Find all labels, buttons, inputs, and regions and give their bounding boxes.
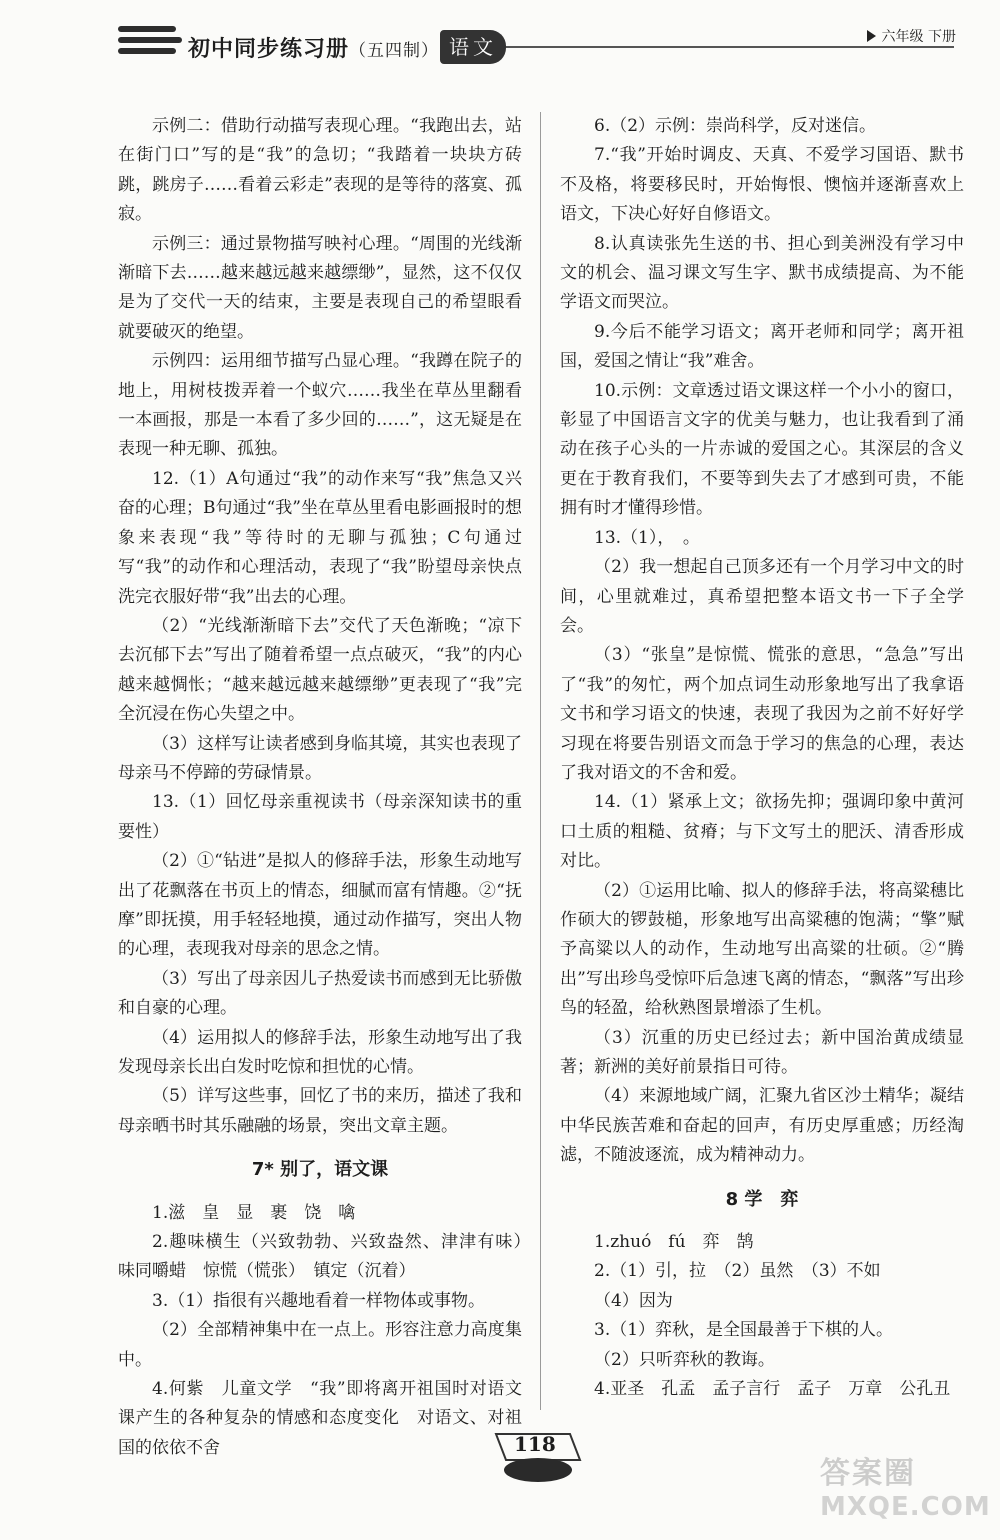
answer-paragraph: 1.滋 皇 显 裹 饶 噙 [152, 1202, 356, 1223]
book-logo-icon [118, 26, 182, 59]
answer-paragraph: 9.今后不能学习语文；离开老师和同学；离开祖国，爱国之情让“我”难舍。 [560, 321, 964, 372]
column-divider [540, 112, 541, 1410]
triangle-icon [867, 30, 876, 42]
watermark-cn: 答案圈 [820, 1456, 916, 1491]
answer-paragraph: （4）来源地域广阔，汇聚九省区沙土精华；凝结中华民族苦难和奋起的回声，有历史厚重感；历经淘滤，不随波逐流，成为精神动力。 [560, 1086, 964, 1166]
section-title-7: 7* 别了，语文课 [251, 1159, 389, 1181]
answer-paragraph: （2）①运用比喻、拟人的修辞手法，将高粱穗比作硕大的锣鼓槌，形象地写出高粱穗的饱满；“擎”赋予高粱以人的动作，生动地写出高粱的壮硕。②“腾出”写出珍鸟受惊吓后急速飞离的情态，“飘落”写出珍鸟的轻盈，给秋熟图景增添了生机。 [560, 880, 964, 1019]
subject-badge: 语文 [440, 30, 506, 64]
answer-paragraph: 13.（1）回忆母亲重视读书（母亲深知读书的重要性） [118, 792, 522, 842]
answer-paragraph: 12.（1）A句通过“我”的动作来写“我”焦急又兴奋的心理；B句通过“我”坐在草丛里看电影画报时的想象来表现“我”等待时的无聊与孤独；C句通过写“我”的动作和心理活动，表现了“我”盼望母亲快点洗完衣服好带“我”出去的心理。 [118, 468, 522, 607]
answer-paragraph: （2）我一想起自己顶多还有一个月学习中文的时间，心里就难过，真希望把整本语文书一下子全学会。 [560, 557, 964, 636]
right-column [560, 112, 964, 1404]
answer-paragraph: 2.趣味横生（兴致勃勃、兴致盎然、津津有味） 味同嚼蜡 惊慌（慌张） 镇定（沉着） [118, 1232, 539, 1282]
answer-paragraph: （2）全部精神集中在一点上。形容注意力高度集中。 [118, 1320, 522, 1370]
answer-paragraph: 3.（1）指很有兴趣地看着一样物体或事物。 [152, 1290, 486, 1311]
watermark [820, 1448, 991, 1528]
book-title: 初中同步练习册（五四制） [188, 37, 440, 62]
answer-paragraph: （2）只听弈秋的教诲。 [594, 1349, 775, 1370]
answer-paragraph: （3）“张皇”是惊慌、慌张的意思，“急急”写出了“我”的匆忙，两个加点词生动形象地写出了我拿语文书和学习语文的快速，表现了我因为之前不好好学习现在将要告别语文而急于学习的焦急的心理，表达了我对语文的不舍和爱。 [560, 645, 964, 783]
answer-paragraph: 4.亚圣 孔孟 孟子言行 孟子 万章 公孔丑 [594, 1379, 951, 1400]
answer-paragraph: 7.“我”开始时调皮、天真、不爱学习国语、默书不及格，将要移民时，开始悔恨、懊恼并逐渐喜欢上语文，下决心好好自修语文。 [560, 145, 964, 225]
page-header [0, 0, 1000, 90]
answer-paragraph: （3）写出了母亲因儿子热爱读书而感到无比骄傲和自豪的心理。 [118, 968, 522, 1019]
answer-paragraph: 2.（1）引，拉 （2）虽然 （3）不如 [594, 1261, 881, 1282]
answer-paragraph: （2）“光线渐渐暗下去”交代了天色渐晚；“凉下去沉郁下去”写出了随着希望一点点破灭，“我”的内心越来越惆怅；“越来越远越来越缥缈”更表现了“我”完全沉浸在伤心失望之中。 [118, 615, 522, 725]
answer-paragraph: （5）详写这些事，回忆了书的来历，描述了我和母亲晒书时其乐融融的场景，突出文章主题。 [118, 1086, 522, 1136]
book-edition: （五四制） [349, 41, 440, 61]
answer-paragraph: （4）因为 [594, 1290, 673, 1311]
header-divider [506, 46, 954, 48]
answer-paragraph: （3）这样写让读者感到身临其境，其实也表现了母亲马不停蹄的劳碌情景。 [118, 733, 522, 783]
answer-paragraph: 14.（1）紧承上文；欲扬先抑；强调印象中黄河口土质的粗糙、贫瘠；与下文写土的肥沃、清香形成对比。 [560, 792, 964, 872]
answer-paragraph: 示例二：借助行动描写表现心理。“我跑出去，站在街门口”写的是“我”的急切；“我踏着一块块方砖跳，跳房子……看着云彩走”表现的是等待的落寞、孤寂。 [118, 116, 522, 225]
answer-paragraph: （2）①“钻进”是拟人的修辞手法，形象生动地写出了花飘落在书页上的情态，细腻而富有情趣。②“抚摩”即抚摸，用手轻轻地摸，通过动作描写，突出人物的心理，表现我对母亲的思念之情。 [118, 851, 522, 960]
section-title-8: 8 学 弈 [725, 1188, 799, 1210]
watermark-en: MXQE.COM [820, 1492, 991, 1522]
page-number: 118 [514, 1432, 556, 1456]
answer-paragraph: 10.示例：文章透过语文课这样一个小小的窗口，彰显了中国语言文字的优美与魅力，也让我看到了涌动在孩子心头的一片赤诚的爱国之心。其深层的含义更在于教育我们，不要等到失去了才感到可贵，不能拥有时才懂得珍惜。 [560, 380, 964, 519]
answer-paragraph: 示例四：运用细节描写凸显心理。“我蹲在院子的地上，用树枝拨弄着一个蚁穴……我坐在草丛里翻看一本画报，那是一本看了多少回的……”，这无疑是在表现一种无聊、孤独。 [118, 351, 522, 460]
page-footer [492, 1424, 584, 1488]
answer-paragraph: （3）沉重的历史已经过去；新中国治黄成绩显著；新洲的美好前景指日可待。 [560, 1027, 964, 1077]
answer-paragraph: 3.（1）弈秋，是全国最善于下棋的人。 [594, 1320, 894, 1341]
answer-paragraph: 4.何紫 儿童文学 “我”即将离开祖国时对语文课产生的各种复杂的情感和态度变化 对语文、对祖国的依依不舍 [118, 1379, 522, 1458]
answer-paragraph: （4）运用拟人的修辞手法，形象生动地写出了我发现母亲长出白发时吃惊和担忧的心情。 [118, 1027, 522, 1077]
answer-paragraph: 1.zhuó fú 弈 鹄 [594, 1232, 754, 1253]
grade-label: 六年级 下册 [867, 26, 956, 46]
answer-paragraph: 13.（1）， 。 [594, 527, 700, 548]
answer-paragraph: 示例三：通过景物描写映衬心理。“周围的光线渐渐暗下去……越来越远越来越缥缈”，显然，这不仅仅是为了交代一天的结束，主要是表现自己的希望眼看就要破灭的绝望。 [118, 233, 522, 342]
answer-paragraph: 6.（2）示例：崇尚科学，反对迷信。 [594, 116, 877, 136]
answer-paragraph: 8.认真读张先生送的书、担心到美洲没有学习中文的机会、温习课文写生字、默书成绩提高、为不能学语文而哭泣。 [560, 233, 964, 313]
